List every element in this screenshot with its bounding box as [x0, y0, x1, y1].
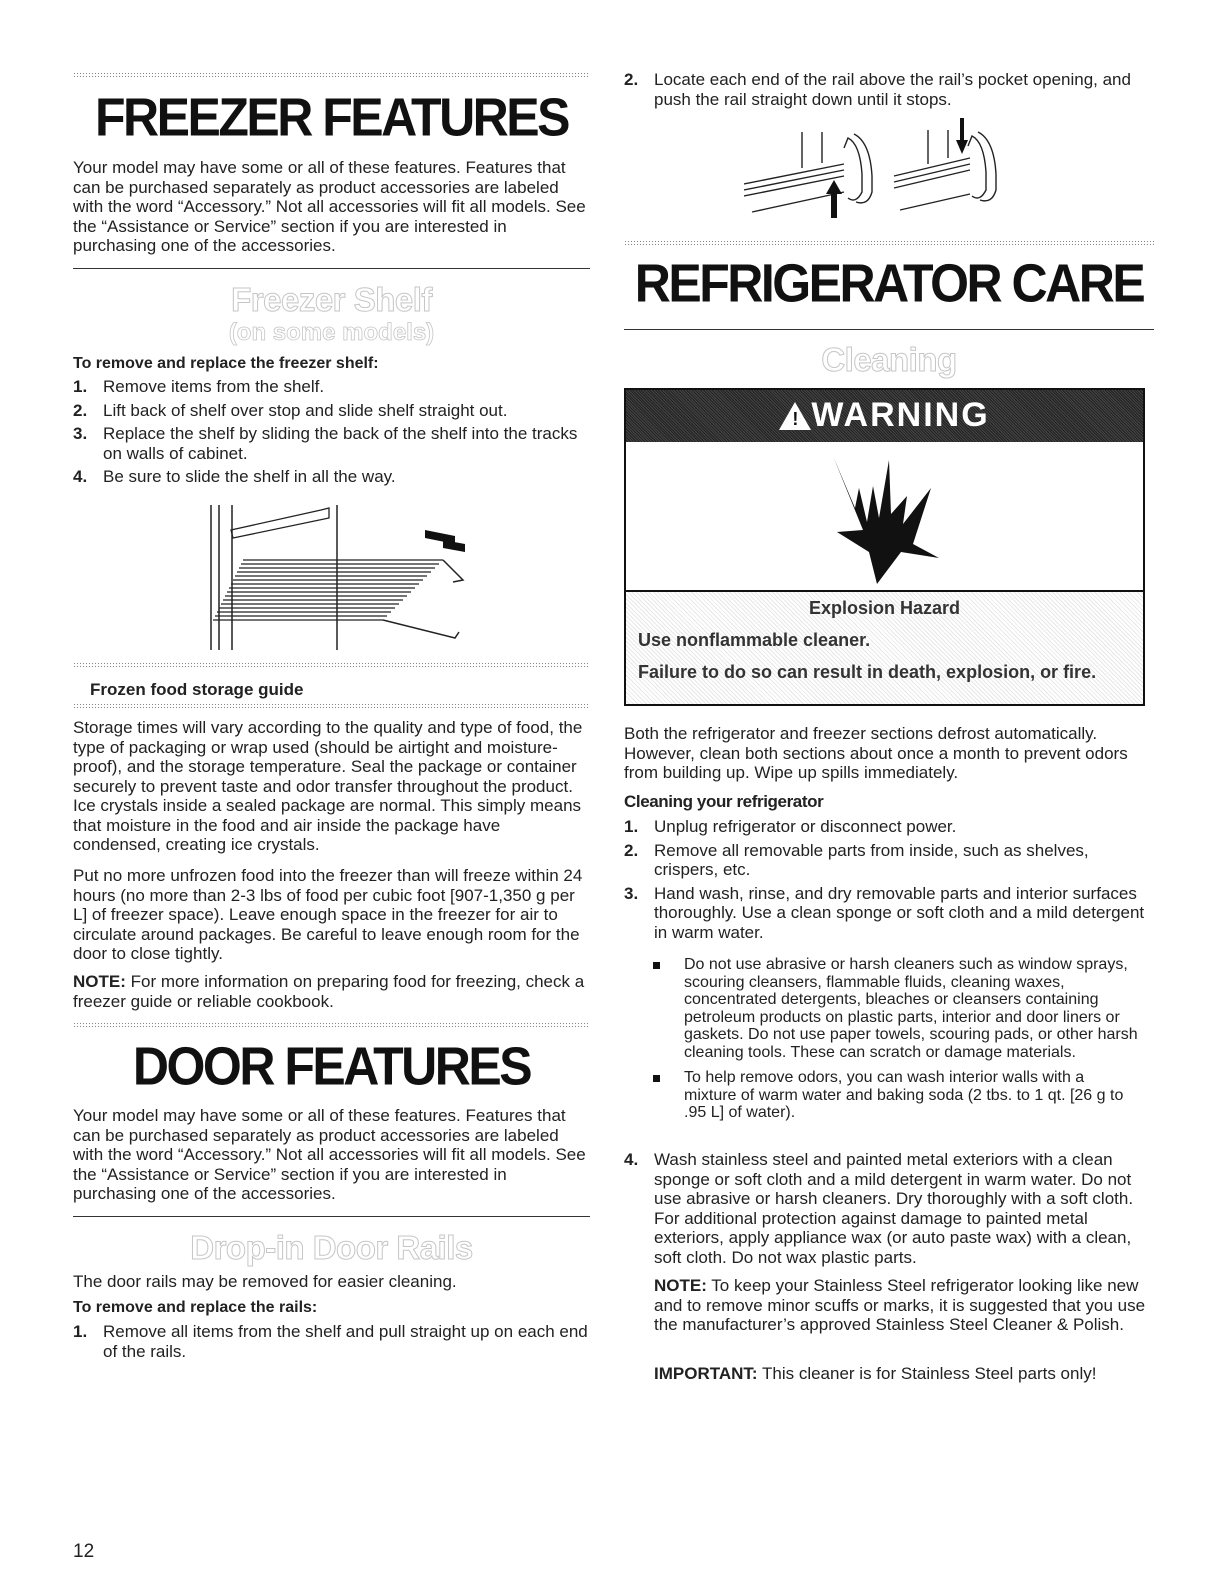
page-number: 12	[73, 1541, 95, 1562]
cleaning-your-refrigerator-label: Cleaning your refrigerator	[624, 792, 824, 811]
explosion-hazard-title: Explosion Hazard	[808, 598, 961, 618]
list-item: 1. Unplug refrigerator or disconnect power.	[624, 817, 957, 836]
divider	[73, 72, 590, 77]
stainless-note: NOTE: To keep your Stainless Steel refrigerator looking like new and to remove minor scuffs or marks, it is suggested that you use the manufacturer’s approved Stainless Steel Cleaner & Polish.	[654, 1276, 1146, 1334]
list-item: To help remove odors, you can wash interior walls with a mixture of warm water and baking soda (2 tbs. to 1 qt. [26 g to .95 L] of water).	[624, 1069, 1139, 1122]
list-item: 1. Remove items from the shelf.	[73, 377, 325, 396]
divider	[73, 1216, 590, 1217]
door-features-title: DOOR FEATURES	[132, 1035, 531, 1097]
divider	[73, 1022, 590, 1027]
list-item: 1. Remove all items from the shelf and pull straight up on each end of the rails.	[73, 1322, 588, 1361]
storage-guide-heading: Frozen food storage guide	[90, 680, 304, 699]
refrigerator-care-title: REFRIGERATOR CARE	[634, 252, 1144, 314]
door-rails-intro: The door rails may be removed for easier cleaning.	[73, 1272, 457, 1291]
divider	[73, 662, 590, 667]
warning-triangle-icon: !	[779, 402, 811, 430]
cleaning-step-4	[624, 1150, 1149, 1267]
storage-paragraph-1: Storage times will vary according to the quality and type of food, the type of packaging or wrap used (should be airtight and moisture-proof), and the storage temperature. Seal the package or container securely to prevent taste and odor transfer throughout the product. Ice crystals inside a sealed package are normal. This simply means that moisture in the food and air inside the package have condensed, creating ice crystals.	[73, 718, 583, 854]
freezer-features-intro: Your model may have some or all of these features. Features that can be purchased separately as product accessories are labeled with the word “Accessory.” Not all accessories will fit all models. See the “Assistance or Service” section if you are interested in purchasing one of the accessories.	[73, 158, 586, 255]
door-rails-heading: Drop-in Door Rails	[190, 1229, 473, 1266]
list-item: 2. Locate each end of the rail above the rail’s pocket opening, and push the rail straight down until it stops.	[624, 70, 1131, 109]
divider	[73, 268, 590, 269]
list-item: 2. Lift back of shelf over stop and slide shelf straight out.	[73, 400, 508, 420]
warning-box	[624, 388, 1145, 706]
door-rails-illustration	[744, 118, 1064, 230]
list-item: 4. Wash stainless steel and painted metal exteriors with a clean sponge or soft cloth and a mild detergent in warm water. Do not use abrasive or harsh cleaners. Dry thoroughly with a soft cloth. For additional protection against damage to painted metal exteriors, apply appliance wax (or auto paste wax) with a clean, soft cloth. Do not wax plastic parts.	[624, 1150, 1134, 1267]
shelf-steps-label: To remove and replace the freezer shelf:	[73, 355, 379, 372]
divider	[624, 240, 1154, 245]
warning-header	[626, 390, 1143, 444]
list-item: 3. Hand wash, rinse, and dry removable parts and interior surfaces thoroughly. Use a clean sponge or soft cloth and a mild detergent in warm water.	[624, 883, 1145, 942]
list-item: 2. Remove all removable parts from inside, such as shelves, crispers, etc.	[624, 840, 1089, 879]
shelf-steps-list	[73, 377, 578, 487]
cleaning-steps-list	[624, 817, 1149, 942]
list-item: 3. Replace the shelf by sliding the back of the shelf into the tracks on walls of cabinet.	[73, 424, 578, 463]
explosion-icon	[831, 448, 941, 586]
divider	[73, 703, 590, 708]
storage-note: NOTE: For more information on preparing food for freezing, check a freezer guide or reliable cookbook.	[73, 972, 585, 1011]
list-item: Do not use abrasive or harsh cleaners such as window sprays, scouring cleansers, flammable fluids, cleaning waxes, concentrated detergents, bleaches or cleansers containing petroleum products on plastic parts, interior and door liners or gaskets. Do not use paper towels, scouring pads, or other harsh cleaning tools. These can scratch or damage materials.	[624, 956, 1139, 1061]
important-note: IMPORTANT: This cleaner is for Stainless Steel parts only!	[654, 1364, 1097, 1383]
warning-line-1: Use nonflammable cleaner.	[638, 630, 871, 650]
rails-steps-label: To remove and replace the rails:	[73, 1299, 318, 1316]
door-features-intro: Your model may have some or all of these features. Features that can be purchased separately as product accessories are labeled with the word “Accessory.” Not all accessories will fit all models. See the “Assistance or Service” section if you are interested in purchasing one of the accessories.	[73, 1106, 586, 1203]
list-item: 4. Be sure to slide the shelf in all the way.	[73, 467, 396, 486]
freezer-shelf-heading: Freezer Shelf	[231, 281, 432, 318]
storage-paragraph-2: Put no more unfrozen food into the freezer than will freeze within 24 hours (no more than 2-3 lbs of food per cubic foot [907-1,350 g per L] of freezer space). Leave enough space in the freezer for air to circulate around packages. Be careful to leave enough room for the door to close tightly.	[73, 866, 583, 963]
freezer-features-title: FREEZER FEATURES	[95, 86, 568, 148]
warning-line-2: Failure to do so can result in death, explosion, or fire.	[638, 662, 1097, 682]
bullet-icon	[653, 962, 660, 969]
divider	[624, 329, 1154, 330]
rails-steps-list	[73, 1322, 590, 1361]
cleaning-bullets	[624, 952, 1139, 1122]
bullet-icon	[653, 1075, 660, 1082]
rails-steps-list-continued	[624, 70, 1149, 109]
freezer-shelf-illustration	[203, 500, 483, 655]
warning-symbol-panel	[626, 442, 1143, 592]
freezer-shelf-subheading: (on some models)	[228, 319, 435, 346]
warning-label: WARNING	[811, 396, 990, 434]
cleaning-intro: Both the refrigerator and freezer sections defrost automatically. However, clean both sections about once a month to prevent odors from building up. Wipe up spills immediately.	[624, 724, 1128, 782]
cleaning-heading: Cleaning	[821, 341, 957, 378]
